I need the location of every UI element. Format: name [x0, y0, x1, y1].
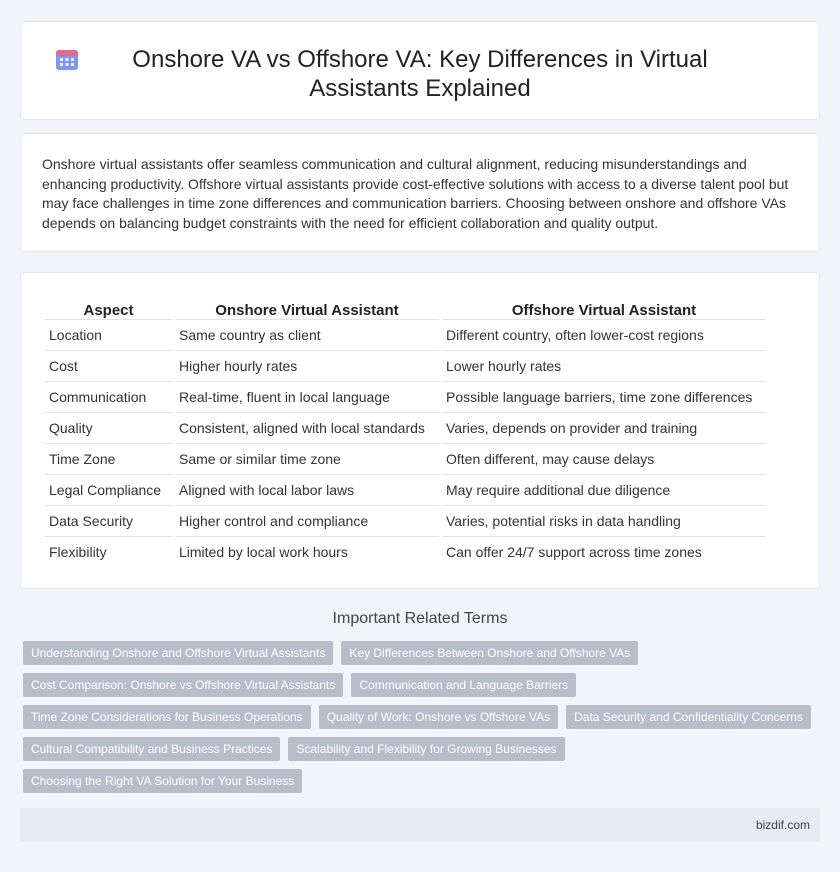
- cell-onshore: Higher hourly rates: [175, 350, 439, 381]
- intro-card: [20, 133, 820, 252]
- table-row: [45, 350, 766, 381]
- cell-offshore: May require additional due diligence: [442, 474, 766, 505]
- cell-onshore: Consistent, aligned with local standards: [175, 412, 439, 443]
- cell-onshore: Real-time, fluent in local language: [175, 381, 439, 412]
- cell-aspect: Location: [45, 319, 172, 350]
- cell-aspect: Cost: [45, 350, 172, 381]
- related-term-tag[interactable]: Scalability and Flexibility for Growing Businesses: [288, 737, 564, 761]
- related-term-tag[interactable]: Choosing the Right VA Solution for Your Business: [23, 769, 302, 793]
- related-term-tag[interactable]: Cultural Compatibility and Business Practices: [23, 737, 280, 761]
- cell-onshore: Same country as client: [175, 319, 439, 350]
- cell-aspect: Data Security: [45, 505, 172, 536]
- related-term-tag[interactable]: Quality of Work: Onshore vs Offshore VAs: [319, 705, 558, 729]
- table-row: [45, 381, 766, 412]
- header-aspect: Aspect: [83, 302, 134, 319]
- cell-offshore: Lower hourly rates: [442, 350, 766, 381]
- cell-offshore: Often different, may cause delays: [442, 443, 766, 474]
- table-body: [45, 319, 766, 567]
- tag-row: [23, 641, 813, 665]
- related-term-tag[interactable]: Cost Comparison: Onshore vs Offshore Virtual Assistants: [23, 673, 343, 697]
- cell-offshore: Possible language barriers, time zone differences: [442, 381, 766, 412]
- cell-aspect: Flexibility: [45, 536, 172, 567]
- cell-onshore: Aligned with local labor laws: [175, 474, 439, 505]
- related-terms-title: Important Related Terms: [332, 610, 508, 627]
- cell-offshore: Varies, potential risks in data handling: [442, 505, 766, 536]
- related-terms-list: [23, 641, 813, 801]
- intro-paragraph: Onshore virtual assistants offer seamless communication and cultural alignment, reducing misunderstandings and enhancing productivity. Offshore virtual assistants provide cost-effective solutions with access to a diverse talent pool but may face challenges in time zone differences and communication barriers. Choosing between onshore and offshore VAs depends on balancing budget constraints with the need for efficient collaboration and quality output.: [42, 156, 789, 231]
- header-offshore: Offshore Virtual Assistant: [511, 302, 697, 319]
- cell-offshore: Can offer 24/7 support across time zones: [442, 536, 766, 567]
- cell-aspect: Legal Compliance: [45, 474, 172, 505]
- tag-row: [23, 673, 813, 697]
- table-row: [45, 443, 766, 474]
- comparison-table: [42, 297, 769, 567]
- related-term-tag[interactable]: Communication and Language Barriers: [351, 673, 576, 697]
- related-term-tag[interactable]: Time Zone Considerations for Business Operations: [23, 705, 311, 729]
- comparison-card: [20, 272, 820, 589]
- cell-aspect: Quality: [45, 412, 172, 443]
- table-row: [45, 536, 766, 567]
- table-header-row: [45, 297, 766, 319]
- related-term-tag[interactable]: Understanding Onshore and Offshore Virtual Assistants: [23, 641, 333, 665]
- related-term-tag[interactable]: Key Differences Between Onshore and Offshore VAs: [341, 641, 638, 665]
- table-row: [45, 505, 766, 536]
- footer: [20, 808, 820, 842]
- cell-offshore: Different country, often lower-cost regions: [442, 319, 766, 350]
- tag-row: [23, 705, 813, 729]
- footer-site-link[interactable]: bizdif.com: [755, 818, 810, 832]
- table-row: [45, 319, 766, 350]
- page-title: Onshore VA vs Offshore VA: Key Differences in Virtual Assistants Explained: [132, 46, 708, 102]
- table-row: [45, 412, 766, 443]
- tag-row: [23, 769, 813, 793]
- cell-aspect: Time Zone: [45, 443, 172, 474]
- header-onshore: Onshore Virtual Assistant: [215, 302, 399, 319]
- related-term-tag[interactable]: Data Security and Confidentiality Concerns: [566, 705, 811, 729]
- cell-onshore: Same or similar time zone: [175, 443, 439, 474]
- cell-offshore: Varies, depends on provider and training: [442, 412, 766, 443]
- table-row: [45, 474, 766, 505]
- cell-onshore: Limited by local work hours: [175, 536, 439, 567]
- cell-aspect: Communication: [45, 381, 172, 412]
- tag-row: [23, 737, 813, 761]
- header-card: [20, 21, 820, 120]
- cell-onshore: Higher control and compliance: [175, 505, 439, 536]
